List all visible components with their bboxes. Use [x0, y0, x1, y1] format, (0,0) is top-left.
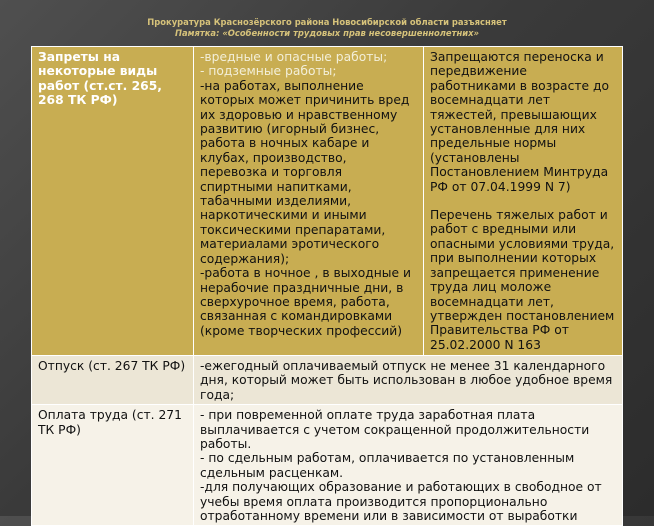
ban-item: -вредные и опасные работы;: [200, 50, 388, 64]
table-row-work-bans: [32, 47, 623, 356]
ban-item: -на работах, выполнение которых может причинить вред их здоровью и нравственному развитию (игорный бизнес, работа в ночных кабаре и клубах, производство, перевозка и торговля спиртными напитками, табачными изделиями, наркотическими и иными токсическими препаратами, материалами эротического содержания);: [200, 78, 410, 266]
work-bans-list: [194, 47, 424, 356]
heavy-lifting-rules: [424, 47, 623, 356]
header-subtitle: Памятка: «Особенности трудовых прав несовершеннолетних»: [175, 27, 479, 38]
page-header: [0, 17, 654, 38]
table-row-vacation: [32, 356, 623, 405]
table-row-pay: [32, 405, 623, 526]
pay-list: [194, 405, 623, 526]
pay-item: - по сдельным работам, оплачивается по установленным сдельным расценкам.: [200, 451, 575, 480]
ban-item: - подземные работы;: [200, 64, 337, 79]
row-title-pay: Оплата труда (ст. 271 ТК РФ): [32, 405, 194, 526]
vacation-text: -ежегодный оплачиваемый отпуск не менее 31 календарного дня, который может быть использован в любое удобное время года;: [194, 356, 623, 405]
ban-item: -работа в ночное , в выходные и нерабочие праздничные дни, в сверхурочное время, работа, связанная с командировками (кроме творческих профессий): [200, 266, 411, 338]
hazardous-work-paragraph: Перечень тяжелых работ и работ с вредными или опасными условиями труда, при выполнении которых запрещается применение труда лиц моложе восемнадцати лет, утвержден постановлением Правительства РФ от 25.02.2000 N 163: [430, 208, 615, 352]
row-title-work-bans: Запреты на некоторые виды работ (ст.ст. 265, 268 ТК РФ): [32, 47, 194, 356]
rights-table: [31, 46, 623, 526]
header-title: Прокуратура Краснозёрского района Новосибирской области разъясняет: [147, 17, 507, 27]
pay-item: - при повременной оплате труда заработная плата выплачивается с учетом сокращенной продолжительности работы.: [200, 408, 590, 452]
row-title-vacation: Отпуск (ст. 267 ТК РФ): [32, 356, 194, 405]
lifting-paragraph: Запрещаются переноска и передвижение работниками в возрасте до восемнадцати лет тяжестей, превышающих установленные для них предельные нормы (установлены Постановлением Минтруда РФ от 07.04.1999 N 7): [430, 50, 610, 194]
pay-item: -для получающих образование и работающих в свободное от учебы время оплата производится пропорционально отработанному времени или в зависимости от выработки: [200, 480, 602, 524]
paragraph-gap: [430, 194, 616, 208]
